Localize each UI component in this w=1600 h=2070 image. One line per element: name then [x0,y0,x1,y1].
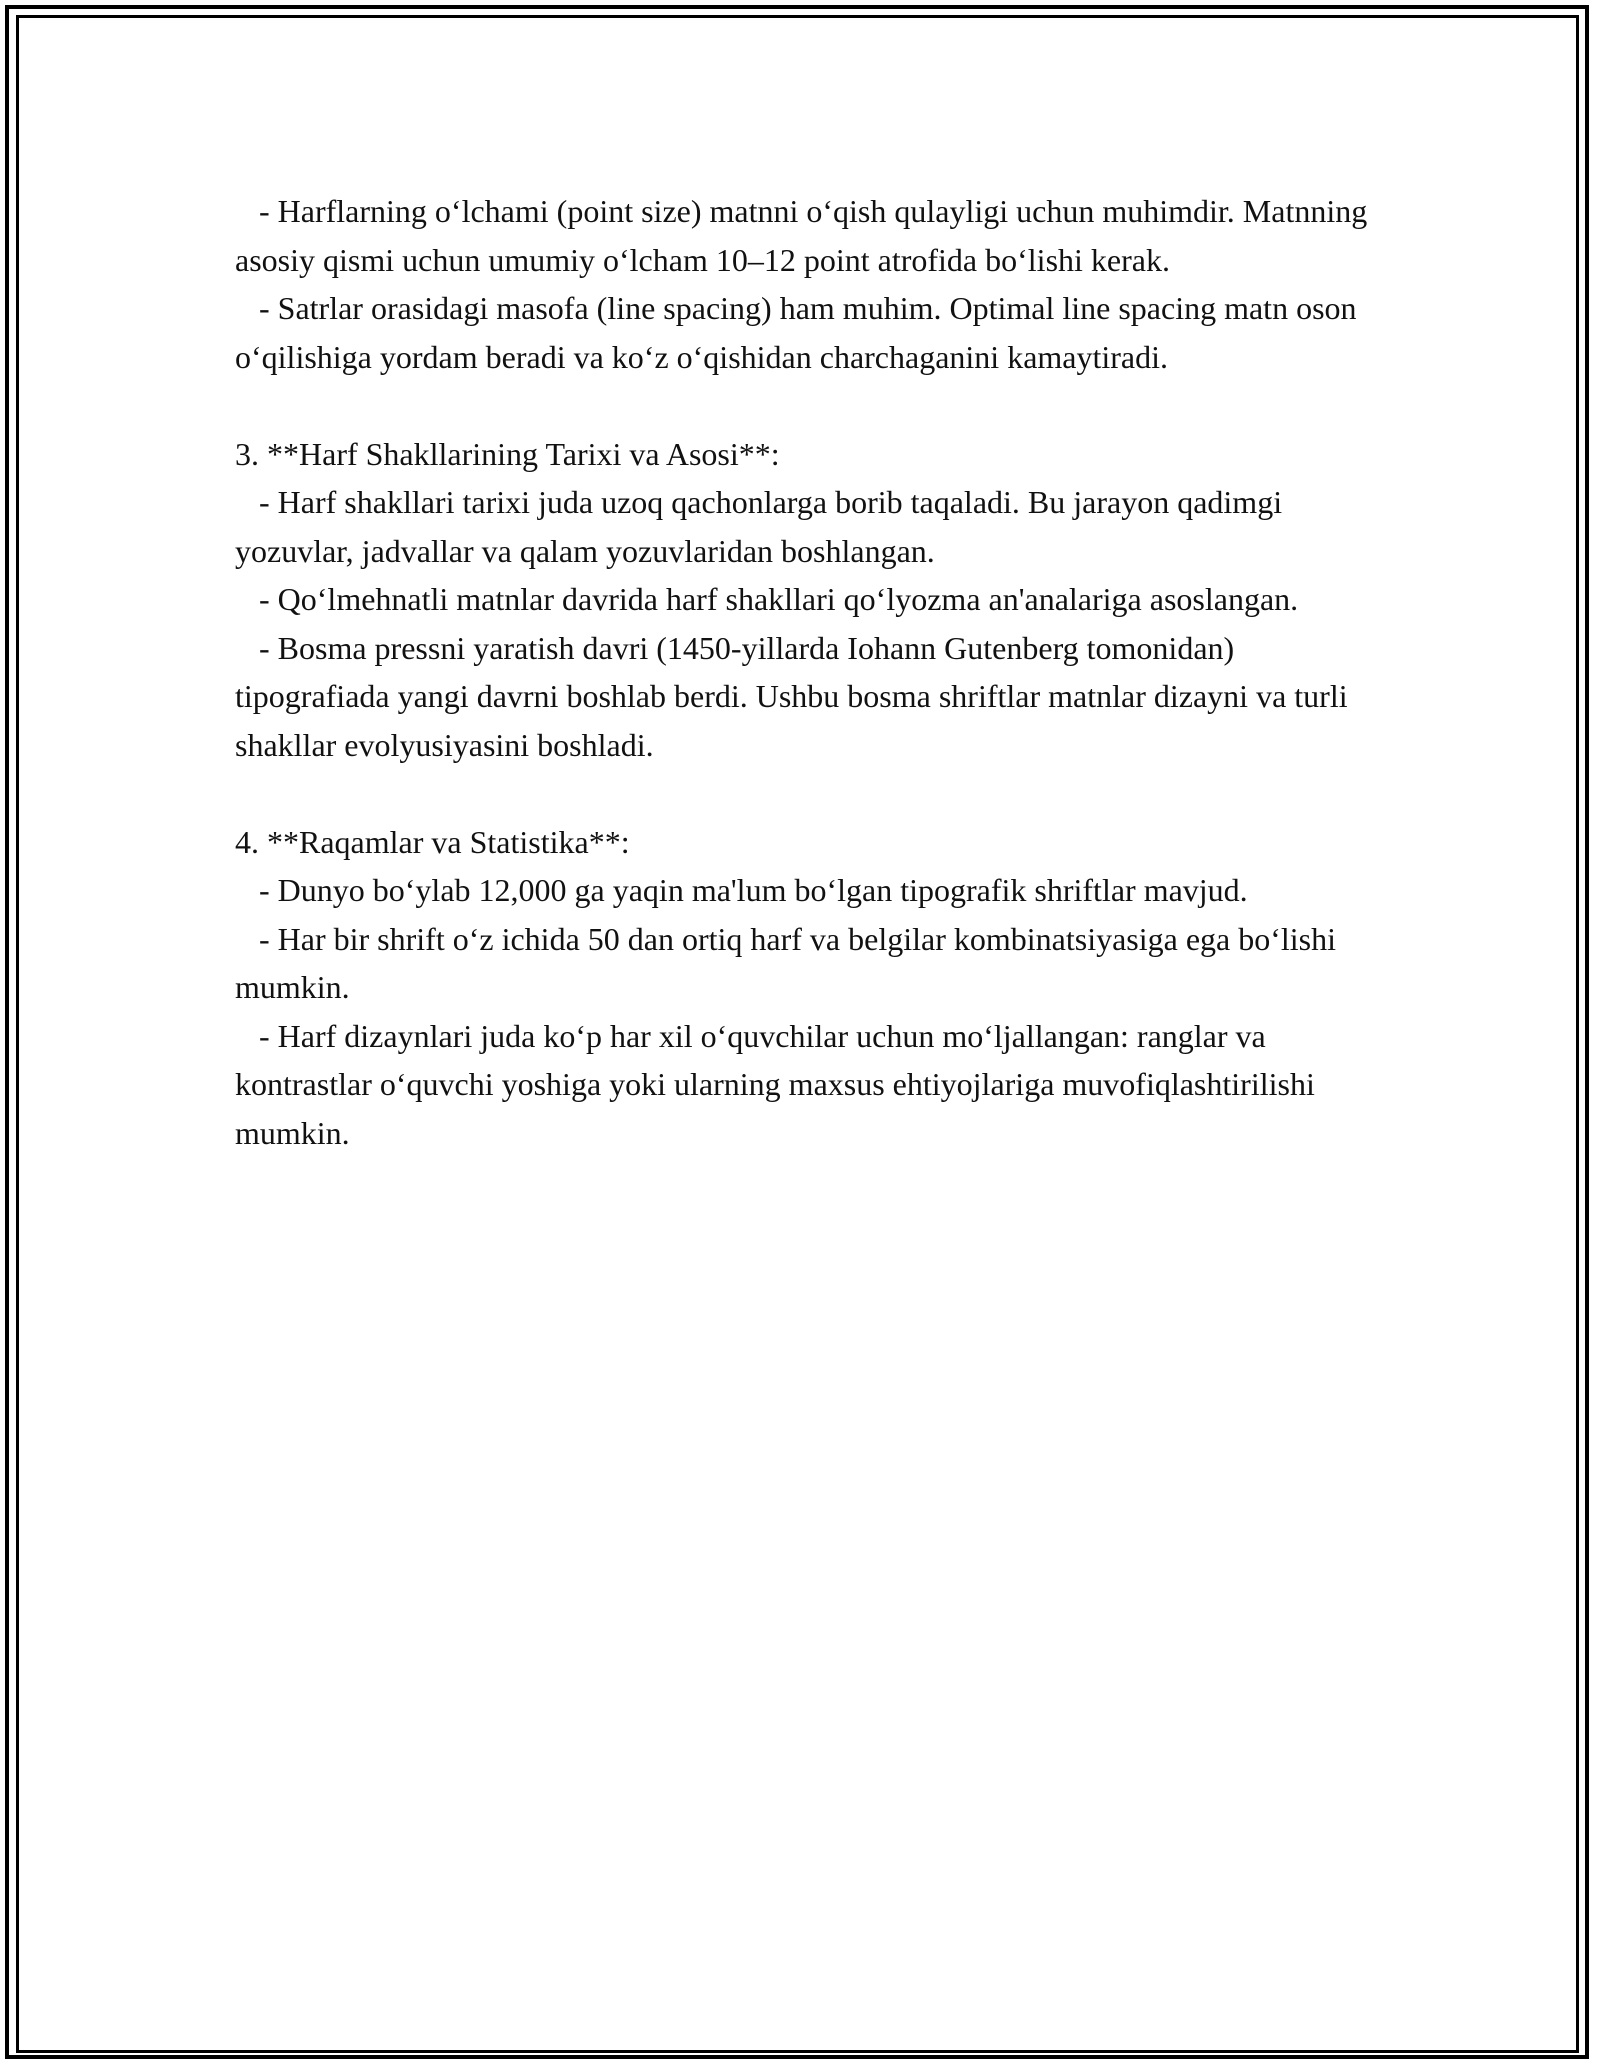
document-body [235,187,1395,1157]
bullet-line-spacing: - Satrlar orasidagi masofa (line spacing) ham muhim. Optimal line spacing matn oson o‘qilishiga yordam beradi va ko‘z o‘qishidan charchaganini kamaytiradi. [235,290,1365,375]
bullet-font-count: - Dunyo bo‘ylab 12,000 ga yaqin ma'lum bo‘lgan tipografik shriftlar mavjud. [235,872,1248,908]
bullet-letterform-history: - Harf shakllari tarixi juda uzoq qachonlarga borib taqaladi. Bu jarayon qadimgi yozuvlar, jadvallar va qalam yozuvlaridan boshlangan. [235,484,1291,569]
bullet-reader-design: - Harf dizaynlari juda ko‘p har xil o‘quvchilar uchun mo‘ljallangan: ranglar va kontrastlar o‘quvchi yoshiga yoki ularning maxsus ehtiyojlariga muvofiqlashtirilishi mumkin. [235,1017,1323,1151]
bullet-point-size: - Harflarning o‘lchami (point size) matnni o‘qish qulayligi uchun muhimdir. Matnning asosiy qismi uchun umumiy o‘lcham 10–12 point atrofida bo‘lishi kerak. [235,193,1376,278]
bullet-manuscript-era: - Qo‘lmehnatli matnlar davrida harf shakllari qo‘lyozma an'analariga asoslangan. [235,581,1299,617]
section-heading-4: 4. **Raqamlar va Statistika**: [235,823,630,860]
bullet-glyph-count: - Har bir shrift o‘z ichida 50 dan ortiq harf va belgilar kombinatsiyasiga ega bo‘lishi mumkin. [235,920,1345,1005]
paragraph-spacer [235,381,1395,430]
bullet-printing-press: - Bosma pressni yaratish davri (1450-yillarda Iohann Gutenberg tomonidan) tipografiada yangi davrni boshlab berdi. Ushbu bosma shriftlar matnlar dizayni va turli shakllar evolyusiyasini boshladi. [235,629,1356,763]
paragraph-spacer [235,769,1395,818]
section-heading-3: 3. **Harf Shakllarining Tarixi va Asosi**: [235,435,780,472]
